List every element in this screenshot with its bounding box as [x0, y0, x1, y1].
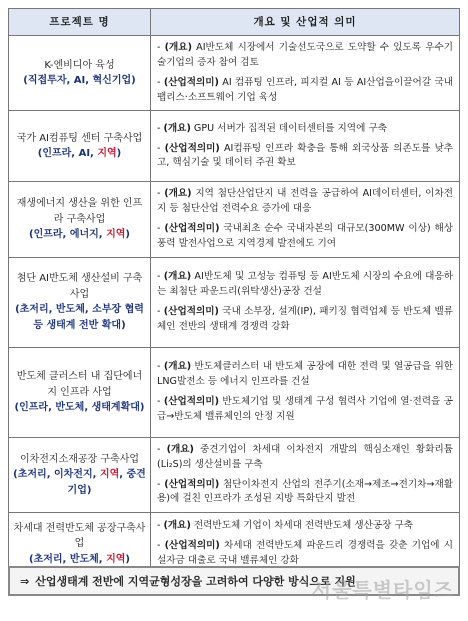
tag-text: (초저리, 반도체,	[29, 553, 107, 565]
overview-item	[157, 187, 453, 217]
tag-text: (직접투자,	[23, 75, 74, 87]
tag-highlight: 지역	[99, 469, 120, 481]
project-tags	[13, 146, 146, 162]
project-cell	[9, 257, 151, 347]
tag-text: (인프라, 반도체, 생태계확대)	[14, 402, 145, 414]
item-label: (개요)	[163, 122, 191, 134]
overview-item	[157, 360, 453, 390]
item-text: 차세대 전력반도체 파운드리 경쟁력을 갖춘 기업에 시설자금 대출로 국내 밸류체인 강화	[157, 539, 453, 566]
tag-highlight: 지역	[106, 229, 126, 241]
project-name: 재생에너지 생산을 위한 인프라 구축사업	[16, 198, 143, 225]
bullet-dash: -	[157, 223, 161, 235]
significance-item	[157, 222, 453, 252]
arrow-icon: ⇒	[20, 574, 30, 588]
item-text: 지역 첨단산업단지 내 전력을 공급하여 AI데이터센터, 이차전지 등 첨단산업 전력수요 증가에 대응	[157, 188, 453, 215]
overview-item	[157, 443, 453, 473]
project-cell	[9, 111, 151, 182]
project-table	[8, 8, 460, 575]
tag-highlight: 지역	[106, 553, 126, 565]
item-text: AI반도체 및 고성능 컴퓨팅 등 AI반도체 시장의 수요에 대응하는 최첨단 파운드리(위탁생산)공장 건설	[157, 271, 453, 298]
bullet-dash: -	[157, 142, 161, 154]
item-label: (개요)	[163, 361, 192, 373]
project-name: 반도체 클러스터 내 집단에너지 인프라 사업	[16, 371, 143, 398]
item-text: 국내최초 순수 국내자본의 대규모(300MW 이상) 해상풍력 발전사업으로 지역경제 발전에도 기여	[157, 223, 453, 250]
tag-text: , 혁신기업)	[85, 75, 136, 87]
project-cell	[9, 36, 151, 111]
summary-box	[8, 566, 460, 596]
tag-text: (초저리, 반도체, 소부장 협력등 생태계 전반 확대)	[15, 304, 144, 331]
description-cell	[151, 36, 460, 111]
item-text: 반도체클러스터 내 반도체 공장에 대한 전력 및 열공급을 위한 LNG발전소 등 에너지 인프라를 건설	[157, 361, 453, 388]
significance-item	[157, 142, 453, 172]
significance-item	[157, 305, 453, 335]
tag-text: , 중견기업)	[67, 469, 146, 496]
tag-text: )	[116, 148, 122, 160]
item-label: (산업적의미)	[163, 395, 219, 407]
table-row	[9, 437, 460, 512]
item-label: (산업적의미)	[164, 142, 220, 154]
overview-item	[157, 519, 453, 534]
item-text: AI컴퓨팅 인프라 확충을 통해 외국상품 의존도를 낮추고, 핵심기술 및 데이터 주권 확보	[157, 142, 453, 169]
item-label: (개요)	[163, 520, 191, 532]
significance-item	[157, 76, 453, 106]
table-body	[9, 36, 460, 575]
table-row	[9, 111, 460, 182]
project-tags	[13, 400, 146, 416]
tag-text: AI	[73, 75, 86, 87]
table-row	[9, 347, 460, 437]
project-tags	[13, 467, 146, 498]
project-tags	[13, 552, 146, 568]
bullet-dash: -	[157, 520, 161, 532]
item-label: (산업적의미)	[164, 539, 220, 551]
project-name: 국가 AI컴퓨팅 센터 구축사업	[16, 132, 143, 144]
description-cell	[151, 347, 460, 437]
item-label: (개요)	[164, 188, 192, 200]
bullet-dash: -	[157, 42, 161, 53]
significance-item	[157, 539, 453, 569]
description-cell	[151, 111, 460, 182]
overview-item	[157, 270, 453, 300]
watermark-logo: 서울특별타임즈	[311, 578, 454, 602]
table-row	[9, 36, 460, 111]
table-row	[9, 182, 460, 257]
item-text: 국내 소부장, 설계(IP), 패키징 협력업체 등 반도체 밸류체인 전반의 생태계 경쟁력 강화	[157, 305, 453, 332]
tag-highlight: 지역	[97, 148, 117, 160]
project-name: K-엔비디아 육성	[44, 59, 115, 71]
bullet-dash: -	[157, 76, 161, 88]
project-cell	[9, 182, 151, 257]
significance-item	[157, 478, 453, 508]
item-label: (산업적의미)	[164, 223, 220, 235]
item-label: (개요)	[163, 271, 192, 283]
bullet-dash: -	[157, 305, 161, 317]
tag-text: (초저리, 이차전지,	[13, 469, 100, 481]
header-project-name: 프로젝트 명	[9, 9, 151, 36]
item-label: (산업적의미)	[163, 76, 219, 88]
item-label: (산업적의미)	[163, 305, 219, 317]
project-name: 이차전지소재공장 구축사업	[19, 453, 140, 465]
item-text: AI반도체 시장에서 기술선도국으로 도약할 수 있도록 우수기술기업의 증자 참여 검토	[157, 42, 453, 68]
bullet-dash: -	[157, 395, 161, 407]
description-cell	[151, 437, 460, 512]
project-name: 첨단 AI반도체 생산설비 구축사업	[16, 273, 143, 300]
item-label: (산업적의미)	[164, 478, 220, 490]
header-overview: 개요 및 산업적 의미	[151, 9, 460, 36]
bullet-dash: -	[157, 188, 161, 200]
header-row	[9, 9, 460, 36]
project-tags	[13, 302, 146, 333]
description-cell	[151, 182, 460, 257]
item-text: GPU 서버가 집적된 데이터센터를 지역에 구축	[190, 122, 387, 134]
tag-text: )	[125, 229, 130, 241]
table-row	[9, 257, 460, 347]
bullet-dash: -	[157, 539, 161, 551]
overview-item	[157, 41, 453, 71]
bullet-dash: -	[157, 361, 161, 373]
item-text: 전력반도체 기업이 차세대 전력반도체 생산공장 구축	[190, 520, 414, 532]
project-tags	[13, 73, 146, 89]
bullet-dash: -	[157, 122, 161, 134]
item-label: (개요)	[166, 443, 194, 455]
bullet-dash: -	[157, 271, 161, 283]
bullet-dash: -	[157, 443, 161, 455]
item-text: 첨단이차전지 산업의 전주기(소재→제조→전기차→재활용)에 걸친 인프라가 조성된 지방 특화단지 발전	[157, 478, 453, 505]
significance-item	[157, 395, 453, 425]
summary-text: 산업생태계 전반에 지역균형성장을 고려하여 다양한 방식으로 지원	[35, 575, 356, 588]
bullet-dash: -	[157, 478, 161, 490]
tag-text: (인프라, 에너지,	[29, 229, 107, 241]
item-text: 반도체기업 및 생태계 구성 협력사 기업에 열·전력을 공급→반도체 밸류체인의 안정 지원	[157, 395, 453, 422]
item-text: AI 컴퓨팅 인프라, 피지컬 AI 등 AI산업을이끌어갈 국내 팹리스·소프트웨어 기업 육성	[157, 76, 453, 103]
description-cell	[151, 257, 460, 347]
project-tags	[13, 227, 146, 243]
item-text: 중견기업이 차세대 이차전지 개발의 핵심소재인 황화리튬(Li₂S)의 생산설비를 구축	[157, 443, 453, 470]
project-cell	[9, 437, 151, 512]
project-cell	[9, 347, 151, 437]
item-label: (개요)	[164, 42, 192, 53]
tag-text: (인프라, AI,	[37, 148, 98, 160]
project-name: 차세대 전력반도체 공장구축사업	[13, 522, 146, 550]
tag-text: )	[125, 553, 130, 565]
overview-item	[157, 122, 453, 137]
